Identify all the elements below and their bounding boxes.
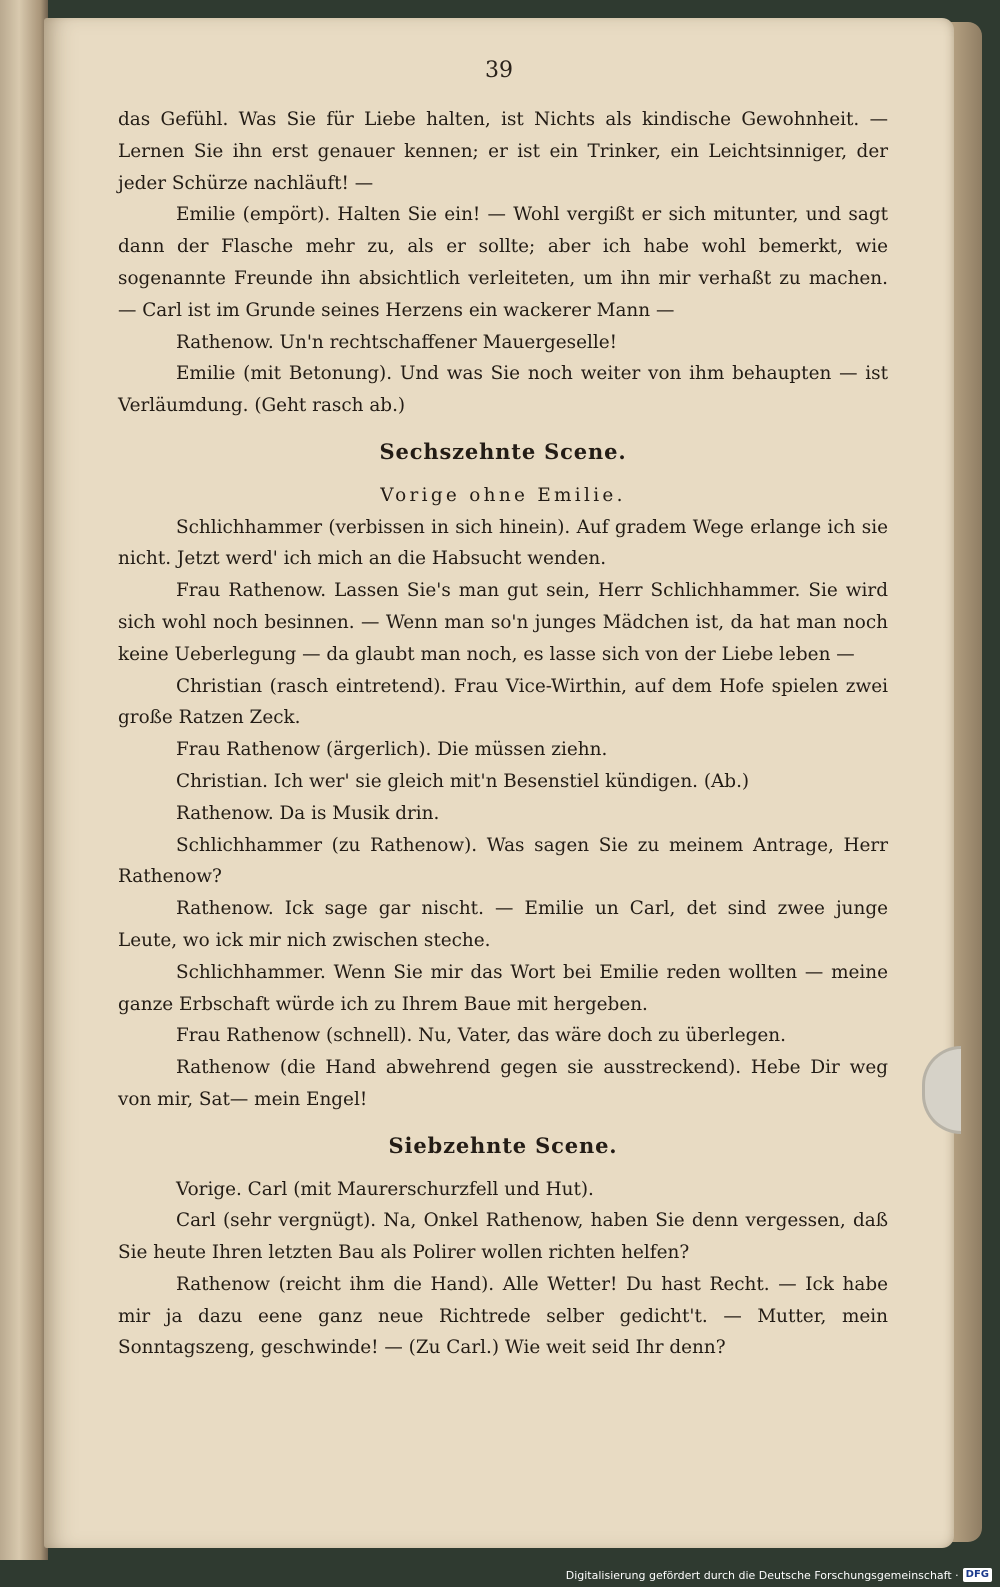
- book-left-edge: [0, 0, 48, 1560]
- paragraph: Carl (sehr vergnügt). Na, Onkel Rathenow, haben Sie denn vergessen, daß Sie heute Ihren letzten Bau als Polirer wollen richten helfen?: [118, 1210, 888, 1264]
- stage-direction: Vorige. Carl (mit Maurerschurzfell und Hut).: [176, 1178, 594, 1200]
- paragraph: Schlichhammer (zu Rathenow). Was sagen Sie zu meinem Antrage, Herr Rathenow?: [118, 834, 888, 888]
- paragraph: Schlichhammer (verbissen in sich hinein). Auf gradem Wege erlange ich sie nicht. Jetzt werd' ich mich an die Habsucht wenden.: [118, 516, 888, 570]
- paragraph: das Gefühl. Was Sie für Liebe halten, ist Nichts als kindische Gewohnheit. — Lernen Sie ihn erst genauer kennen; er ist ein Trinker, ein Leichtsinniger, der jeder Schürze nachläuft! —: [118, 109, 888, 194]
- scene-heading-17: Siebzehnte Scene.: [388, 1132, 618, 1158]
- stage-direction: Vorige ohne Emilie.: [380, 484, 626, 506]
- paragraph: Rathenow. Un'n rechtschaffener Mauergeselle!: [176, 331, 618, 353]
- book-page: [44, 18, 954, 1548]
- paragraph: Schlichhammer. Wenn Sie mir das Wort bei Emilie reden wollten — meine ganze Erbschaft würde ich zu Ihrem Baue mit hergeben.: [118, 961, 888, 1015]
- paragraph: Rathenow. Da is Musik drin.: [176, 802, 440, 824]
- paragraph: Rathenow (reicht ihm die Hand). Alle Wetter! Du hast Recht. — Ick habe mir ja dazu eene ganz neue Richtrede selber gedicht't. — Mutter, mein Sonntagszeng, geschwinde! — (Zu Carl.) Wie weit seid Ihr denn?: [118, 1273, 888, 1359]
- paragraph: Frau Rathenow (schnell). Nu, Vater, das wäre doch zu überlegen.: [176, 1025, 786, 1047]
- footer-text: Digitalisierung gefördert durch die Deutsche Forschungsgemeinschaft ·: [565, 1568, 959, 1582]
- paragraph: Rathenow. Ick sage gar nischt. — Emilie un Carl, det sind zwee junge Leute, wo ick mir nich zwischen steche.: [118, 898, 888, 951]
- paragraph: Rathenow (die Hand abwehrend gegen sie ausstreckend). Hebe Dir weg von mir, Sat— mein Engel!: [118, 1057, 888, 1110]
- scene-heading-16: Sechszehnte Scene.: [379, 438, 627, 464]
- page-number: 39: [485, 58, 513, 83]
- dfg-logo-icon: DFG: [963, 1568, 992, 1582]
- paragraph: Frau Rathenow (ärgerlich). Die müssen ziehn.: [176, 739, 608, 761]
- paragraph: Christian. Ich wer' sie gleich mit'n Besenstiel kündigen. (Ab.): [176, 770, 750, 792]
- footer-credit: [566, 1566, 992, 1584]
- paragraph: Emilie (empört). Halten Sie ein! — Wohl vergißt er sich mitunter, und sagt dann der Flasche mehr zu, als er sollte; aber ich habe wohl bemerkt, wie sogenannte Freunde ihn absichtlich verleiteten, um ihn mir verhaßt zu machen. — Carl ist im Grunde seines Herzens ein wackerer Mann —: [118, 204, 888, 321]
- paragraph: Emilie (mit Betonung). Und was Sie noch weiter von ihm behaupten — ist Verläumdung. (Geht rasch ab.): [118, 363, 888, 417]
- paragraph: Christian (rasch eintretend). Frau Vice-Wirthin, auf dem Hofe spielen zwei große Ratzen Zeck.: [118, 675, 888, 729]
- paragraph: Frau Rathenow. Lassen Sie's man gut sein, Herr Schlichhammer. Sie wird sich wohl noch besinnen. — Wenn man so'n junges Mädchen ist, da hat man noch keine Ueberlegung — da glaubt man noch, es lasse sich von der Liebe leben —: [118, 580, 888, 665]
- page-text: [118, 104, 888, 1364]
